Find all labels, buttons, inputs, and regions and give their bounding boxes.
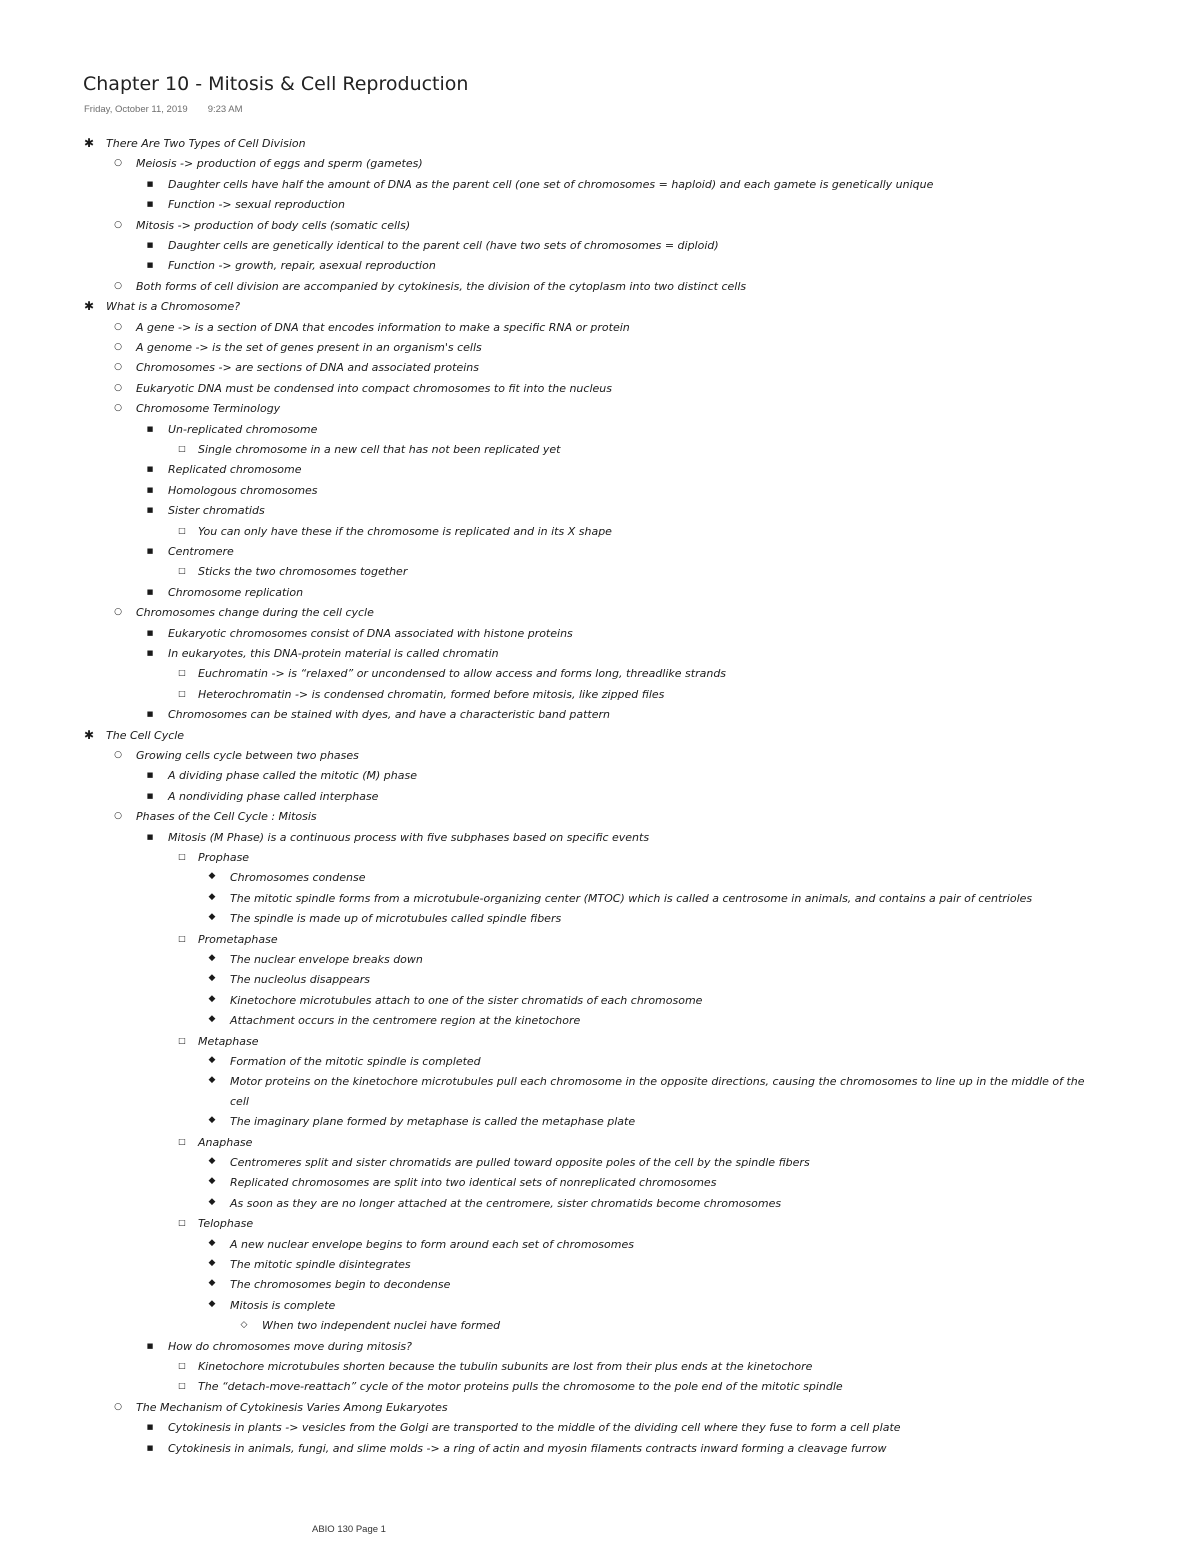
outline-item-text: Function -> growth, repair, asexual reproduction (168, 259, 436, 273)
outline-item (146, 463, 302, 476)
outline-item (114, 810, 317, 823)
hollow-square-bullet-icon: □ (178, 688, 186, 698)
outline-item (178, 1035, 259, 1048)
outline-item (178, 851, 249, 864)
outline-item-text: In eukaryotes, this DNA-protein material is called chromatin (168, 647, 499, 660)
outline-item (114, 606, 374, 619)
diamond-bullet-icon: ◆ (208, 953, 216, 963)
page-date: Friday, October 11, 2019 (84, 104, 188, 115)
square-bullet-icon: ■ (146, 1423, 154, 1432)
outline-item (146, 178, 933, 191)
diamond-bullet-icon: ◆ (208, 1156, 216, 1166)
outline-item (208, 994, 702, 1007)
outline-item (178, 688, 664, 701)
outline-item-text: Euchromatin -> is “relaxed” or uncondensed to allow access and forms long, threadlike strands (198, 667, 727, 681)
outline-item-text: What is a Chromosome? (106, 300, 241, 314)
square-bullet-icon: ■ (146, 547, 154, 555)
outline-item (146, 423, 317, 436)
diamond-bullet-icon: ◆ (208, 973, 216, 984)
outline-item-text: The nuclear envelope breaks down (230, 953, 423, 966)
hollow-square-bullet-icon: □ (178, 1361, 186, 1370)
circle-bullet-icon: ○ (114, 219, 122, 230)
outline-item (114, 1401, 448, 1414)
outline-item (146, 790, 378, 803)
square-bullet-icon: ■ (146, 628, 154, 637)
outline-item (146, 1421, 901, 1434)
outline-item-text: As soon as they are no longer attached at the centromere, sister chromatids become chromosomes (230, 1196, 782, 1210)
page-title: Chapter 10 - Mitosis & Cell Reproduction (83, 73, 469, 95)
outline-item-text: Kinetochore microtubules shorten because the tubulin subunits are lost from their plus ends at the kinetochore (198, 1360, 813, 1373)
outline-item (146, 708, 610, 721)
outline-item (146, 627, 573, 640)
outline-item-text: Chromosomes can be stained with dyes, and have a characteristic band pattern (168, 708, 610, 722)
hollow-square-bullet-icon: □ (178, 1035, 186, 1045)
outline-item-text: Replicated chromosomes are split into two identical sets of nonreplicated chromosomes (230, 1176, 717, 1190)
circle-bullet-icon: ○ (114, 1401, 122, 1412)
outline-item-text: Anaphase (198, 1135, 253, 1149)
page-footer: ABIO 130 Page 1 (312, 1524, 386, 1535)
outline-item-text: Un-replicated chromosome (168, 422, 318, 436)
outline-item (146, 504, 265, 517)
outline-item-text: Cytokinesis in plants -> vesicles from the Golgi are transported to the middle of the dividing cell where they fuse to form a cell plate (168, 1421, 901, 1435)
diamond-bullet-icon: ◆ (208, 1258, 216, 1268)
outline-item-text: Chromosomes change during the cell cycle (136, 606, 374, 620)
circle-bullet-icon: ○ (114, 342, 122, 352)
outline-item (208, 1258, 411, 1271)
outline-item-text: There Are Two Types of Cell Division (106, 137, 306, 150)
circle-bullet-icon: ○ (114, 403, 122, 414)
diamond-bullet-icon: ◆ (208, 1075, 216, 1086)
outline-item-text: The imaginary plane formed by metaphase is called the metaphase plate (230, 1115, 636, 1129)
outline-item-text: The mitotic spindle disintegrates (230, 1258, 411, 1271)
square-bullet-icon: ■ (146, 179, 154, 188)
outline-item (208, 1075, 1085, 1088)
outline-item-text: You can only have these if the chromosome is replicated and in its X shape (198, 524, 612, 538)
circle-bullet-icon: ○ (114, 321, 122, 332)
circle-bullet-icon: ○ (114, 750, 122, 760)
outline-item-text: Meiosis -> production of eggs and sperm (gametes) (136, 157, 423, 171)
outline-item-text: Metaphase (198, 1034, 259, 1048)
outline-item-text: Sister chromatids (168, 504, 265, 518)
square-bullet-icon: ■ (146, 465, 154, 474)
outline-item (114, 321, 630, 334)
square-bullet-icon: ■ (146, 1341, 154, 1350)
square-bullet-icon: ■ (146, 424, 154, 433)
outline-item-text: How do chromosomes move during mitosis? (168, 1339, 412, 1353)
page-time: 9:23 AM (207, 104, 243, 115)
outline-item-text: The Mechanism of Cytokinesis Varies Among Eukaryotes (136, 1400, 448, 1414)
outline-item (146, 1340, 412, 1353)
square-bullet-icon: ■ (146, 1443, 154, 1452)
square-bullet-icon: ■ (146, 261, 154, 270)
hollow-square-bullet-icon: □ (178, 525, 186, 535)
diamond-bullet-icon: ◆ (208, 1176, 216, 1187)
outline-item-text: Chromosome Terminology (136, 402, 281, 416)
outline-item-text: Chromosomes -> are sections of DNA and associated proteins (136, 361, 479, 375)
outline-item-text: When two independent nuclei have formed (262, 1319, 501, 1333)
outline-item (114, 341, 482, 354)
outline-item (208, 1238, 634, 1251)
outline-item (178, 667, 726, 680)
outline-item-text: The spindle is made up of microtubules called spindle fibers (230, 912, 562, 926)
outline-item (146, 239, 719, 252)
square-bullet-icon: ■ (146, 241, 154, 249)
square-bullet-icon: ■ (146, 587, 154, 596)
outline-item (114, 382, 612, 395)
hollow-diamond-bullet-icon: ◇ (240, 1320, 248, 1331)
circle-bullet-icon: ○ (114, 811, 122, 822)
square-bullet-icon: ■ (146, 710, 154, 719)
outline-item-text: Replicated chromosome (168, 463, 302, 477)
outline-item (208, 1299, 335, 1312)
outline-item (146, 484, 318, 497)
hollow-square-bullet-icon: □ (178, 668, 186, 678)
outline-item (85, 137, 306, 150)
outline-item (178, 525, 612, 538)
outline-item-text: Prometaphase (198, 932, 278, 946)
outline-item-continuation: cell (230, 1094, 249, 1108)
outline-item (208, 912, 561, 925)
diamond-bullet-icon: ◆ (208, 1196, 216, 1207)
hollow-square-bullet-icon: □ (178, 933, 186, 943)
outline-item (178, 1217, 253, 1230)
diamond-bullet-icon: ◆ (208, 871, 216, 882)
outline-item-text: Chromosome replication (168, 585, 304, 599)
outline-item-text: Formation of the mitotic spindle is completed (230, 1055, 481, 1068)
outline-item (208, 973, 370, 986)
outline-item-text: Motor proteins on the kinetochore microtubules pull each chromosome in the opposite directions, causing the chromosomes to line up in the middle of the (230, 1075, 1085, 1089)
outline-item-text: Telophase (198, 1217, 254, 1231)
hollow-square-bullet-icon: □ (178, 1381, 186, 1391)
page-meta (84, 104, 243, 115)
square-bullet-icon: ■ (146, 200, 154, 209)
square-bullet-icon: ■ (146, 506, 154, 515)
outline-item (114, 402, 280, 415)
outline-item-text: Eukaryotic DNA must be condensed into compact chromosomes to fit into the nucleus (136, 381, 612, 395)
outline-item-text: Phases of the Cell Cycle : Mitosis (136, 810, 317, 824)
outline-item-text: The “detach-move-reattach” cycle of the motor proteins pulls the chromosome to the pole end of the mitotic spindle (198, 1380, 843, 1394)
circle-bullet-icon: ○ (114, 280, 122, 291)
outline-item-text: Single chromosome in a new cell that has not been replicated yet (198, 443, 561, 456)
outline-item (146, 198, 345, 211)
outline-item (146, 831, 649, 844)
outline-item-text: Kinetochore microtubules attach to one of the sister chromatids of each chromosome (230, 993, 703, 1007)
diamond-bullet-icon: ◆ (208, 1278, 216, 1289)
outline-item-text: The chromosomes begin to decondense (230, 1278, 451, 1292)
outline-item (146, 259, 436, 272)
outline-item (85, 729, 184, 742)
circle-bullet-icon: ○ (114, 158, 122, 169)
outline-item-text: Both forms of cell division are accompanied by cytokinesis, the division of the cytoplasm into two distinct cells (136, 279, 747, 293)
outline-item (114, 219, 410, 232)
outline-item-text: Prophase (198, 851, 250, 864)
outline-item-text: Mitosis -> production of body cells (somatic cells) (136, 218, 411, 232)
outline-item (208, 892, 1032, 905)
outline-item (178, 933, 278, 946)
outline-item-text: The nucleolus disappears (230, 973, 370, 987)
outline-item (208, 1115, 635, 1128)
outline-item-text: Daughter cells have half the amount of DNA as the parent cell (one set of chromosomes = haploid) and each gamete is genetically unique (168, 177, 934, 191)
square-bullet-icon: ■ (146, 771, 154, 780)
outline-item (208, 871, 366, 884)
square-bullet-icon: ■ (146, 649, 154, 657)
outline-item (208, 1176, 716, 1189)
square-bullet-icon: ■ (146, 485, 154, 494)
circle-bullet-icon: ○ (114, 382, 122, 393)
outline-item (146, 1442, 886, 1455)
diamond-bullet-icon: ◆ (208, 912, 216, 923)
asterisk-bullet-icon: ✱ (83, 136, 95, 150)
outline-item-text: Mitosis (M Phase) is a continuous process with five subphases based on specific events (168, 830, 650, 844)
outline-item (208, 1156, 810, 1169)
outline-item-text: Chromosomes condense (230, 871, 366, 885)
diamond-bullet-icon: ◆ (208, 1115, 216, 1126)
hollow-square-bullet-icon: □ (178, 1218, 186, 1228)
outline-item-text: A dividing phase called the mitotic (M) phase (168, 769, 417, 783)
outline-item-text: Attachment occurs in the centromere region at the kinetochore (230, 1014, 581, 1028)
hollow-square-bullet-icon: □ (178, 1136, 186, 1146)
outline-item-text: Eukaryotic chromosomes consist of DNA associated with histone proteins (168, 626, 573, 640)
diamond-bullet-icon: ◆ (208, 1237, 216, 1248)
outline-item (114, 361, 479, 374)
outline-item (114, 157, 423, 170)
outline-item (208, 1055, 481, 1068)
outline-item (208, 953, 423, 966)
outline-item (240, 1319, 500, 1332)
outline-item (208, 1197, 781, 1210)
outline-item-text: Cytokinesis in animals, fungi, and slime molds -> a ring of actin and myosin filaments contracts inward forming a cleavage furrow (168, 1441, 887, 1455)
asterisk-bullet-icon: ✱ (83, 299, 95, 314)
diamond-bullet-icon: ◆ (208, 1298, 216, 1309)
outline-item-text: Centromeres split and sister chromatids are pulled toward opposite poles of the cell by the spindle fibers (230, 1156, 810, 1169)
hollow-square-bullet-icon: □ (178, 566, 186, 576)
outline-item (178, 1136, 252, 1149)
hollow-square-bullet-icon: □ (178, 444, 186, 453)
outline-item-text: A new nuclear envelope begins to form around each set of chromosomes (230, 1237, 634, 1251)
hollow-square-bullet-icon: □ (178, 852, 186, 861)
outline-item-text: The mitotic spindle forms from a microtubule-organizing center (MTOC) which is called a centrosome in animals, and contains a pair of centrioles (230, 891, 1033, 905)
outline-item-text: The Cell Cycle (106, 728, 185, 742)
diamond-bullet-icon: ◆ (208, 1055, 216, 1065)
outline-item-text: Homologous chromosomes (168, 483, 318, 497)
outline-item-text: Heterochromatin -> is condensed chromatin, formed before mitosis, like zipped files (198, 687, 665, 701)
outline-item (85, 300, 240, 313)
outline-item (114, 280, 746, 293)
outline-item-text: Growing cells cycle between two phases (136, 749, 359, 762)
diamond-bullet-icon: ◆ (208, 1014, 216, 1025)
outline-item (178, 1380, 843, 1393)
outline-item (178, 1360, 812, 1373)
square-bullet-icon: ■ (146, 791, 154, 800)
outline-item-text: Daughter cells are genetically identical to the parent cell (have two sets of chromosomes = diploid) (168, 239, 719, 252)
outline-item-text: Centromere (168, 545, 234, 558)
outline-item-text: A nondividing phase called interphase (168, 789, 379, 803)
circle-bullet-icon: ○ (114, 362, 122, 373)
diamond-bullet-icon: ◆ (208, 891, 216, 902)
outline-item-text: A gene -> is a section of DNA that encodes information to make a specific RNA or protein (136, 320, 630, 334)
outline-item (146, 769, 417, 782)
outline-item-text: Mitosis is complete (230, 1298, 336, 1312)
outline-item (146, 647, 499, 660)
outline-item (178, 443, 560, 456)
outline-item-text: A genome -> is the set of genes present in an organism's cells (136, 341, 482, 354)
outline-item (208, 1278, 450, 1291)
outline-item-text: Sticks the two chromosomes together (198, 565, 408, 579)
circle-bullet-icon: ○ (114, 607, 122, 618)
outline-item (146, 545, 234, 558)
diamond-bullet-icon: ◆ (208, 993, 216, 1004)
outline-item-text: Function -> sexual reproduction (168, 198, 345, 212)
outline-item (114, 749, 359, 762)
outline-item (146, 586, 303, 599)
outline-item (178, 565, 407, 578)
outline-item (208, 1014, 580, 1027)
square-bullet-icon: ■ (146, 832, 154, 841)
asterisk-bullet-icon: ✱ (83, 727, 95, 742)
